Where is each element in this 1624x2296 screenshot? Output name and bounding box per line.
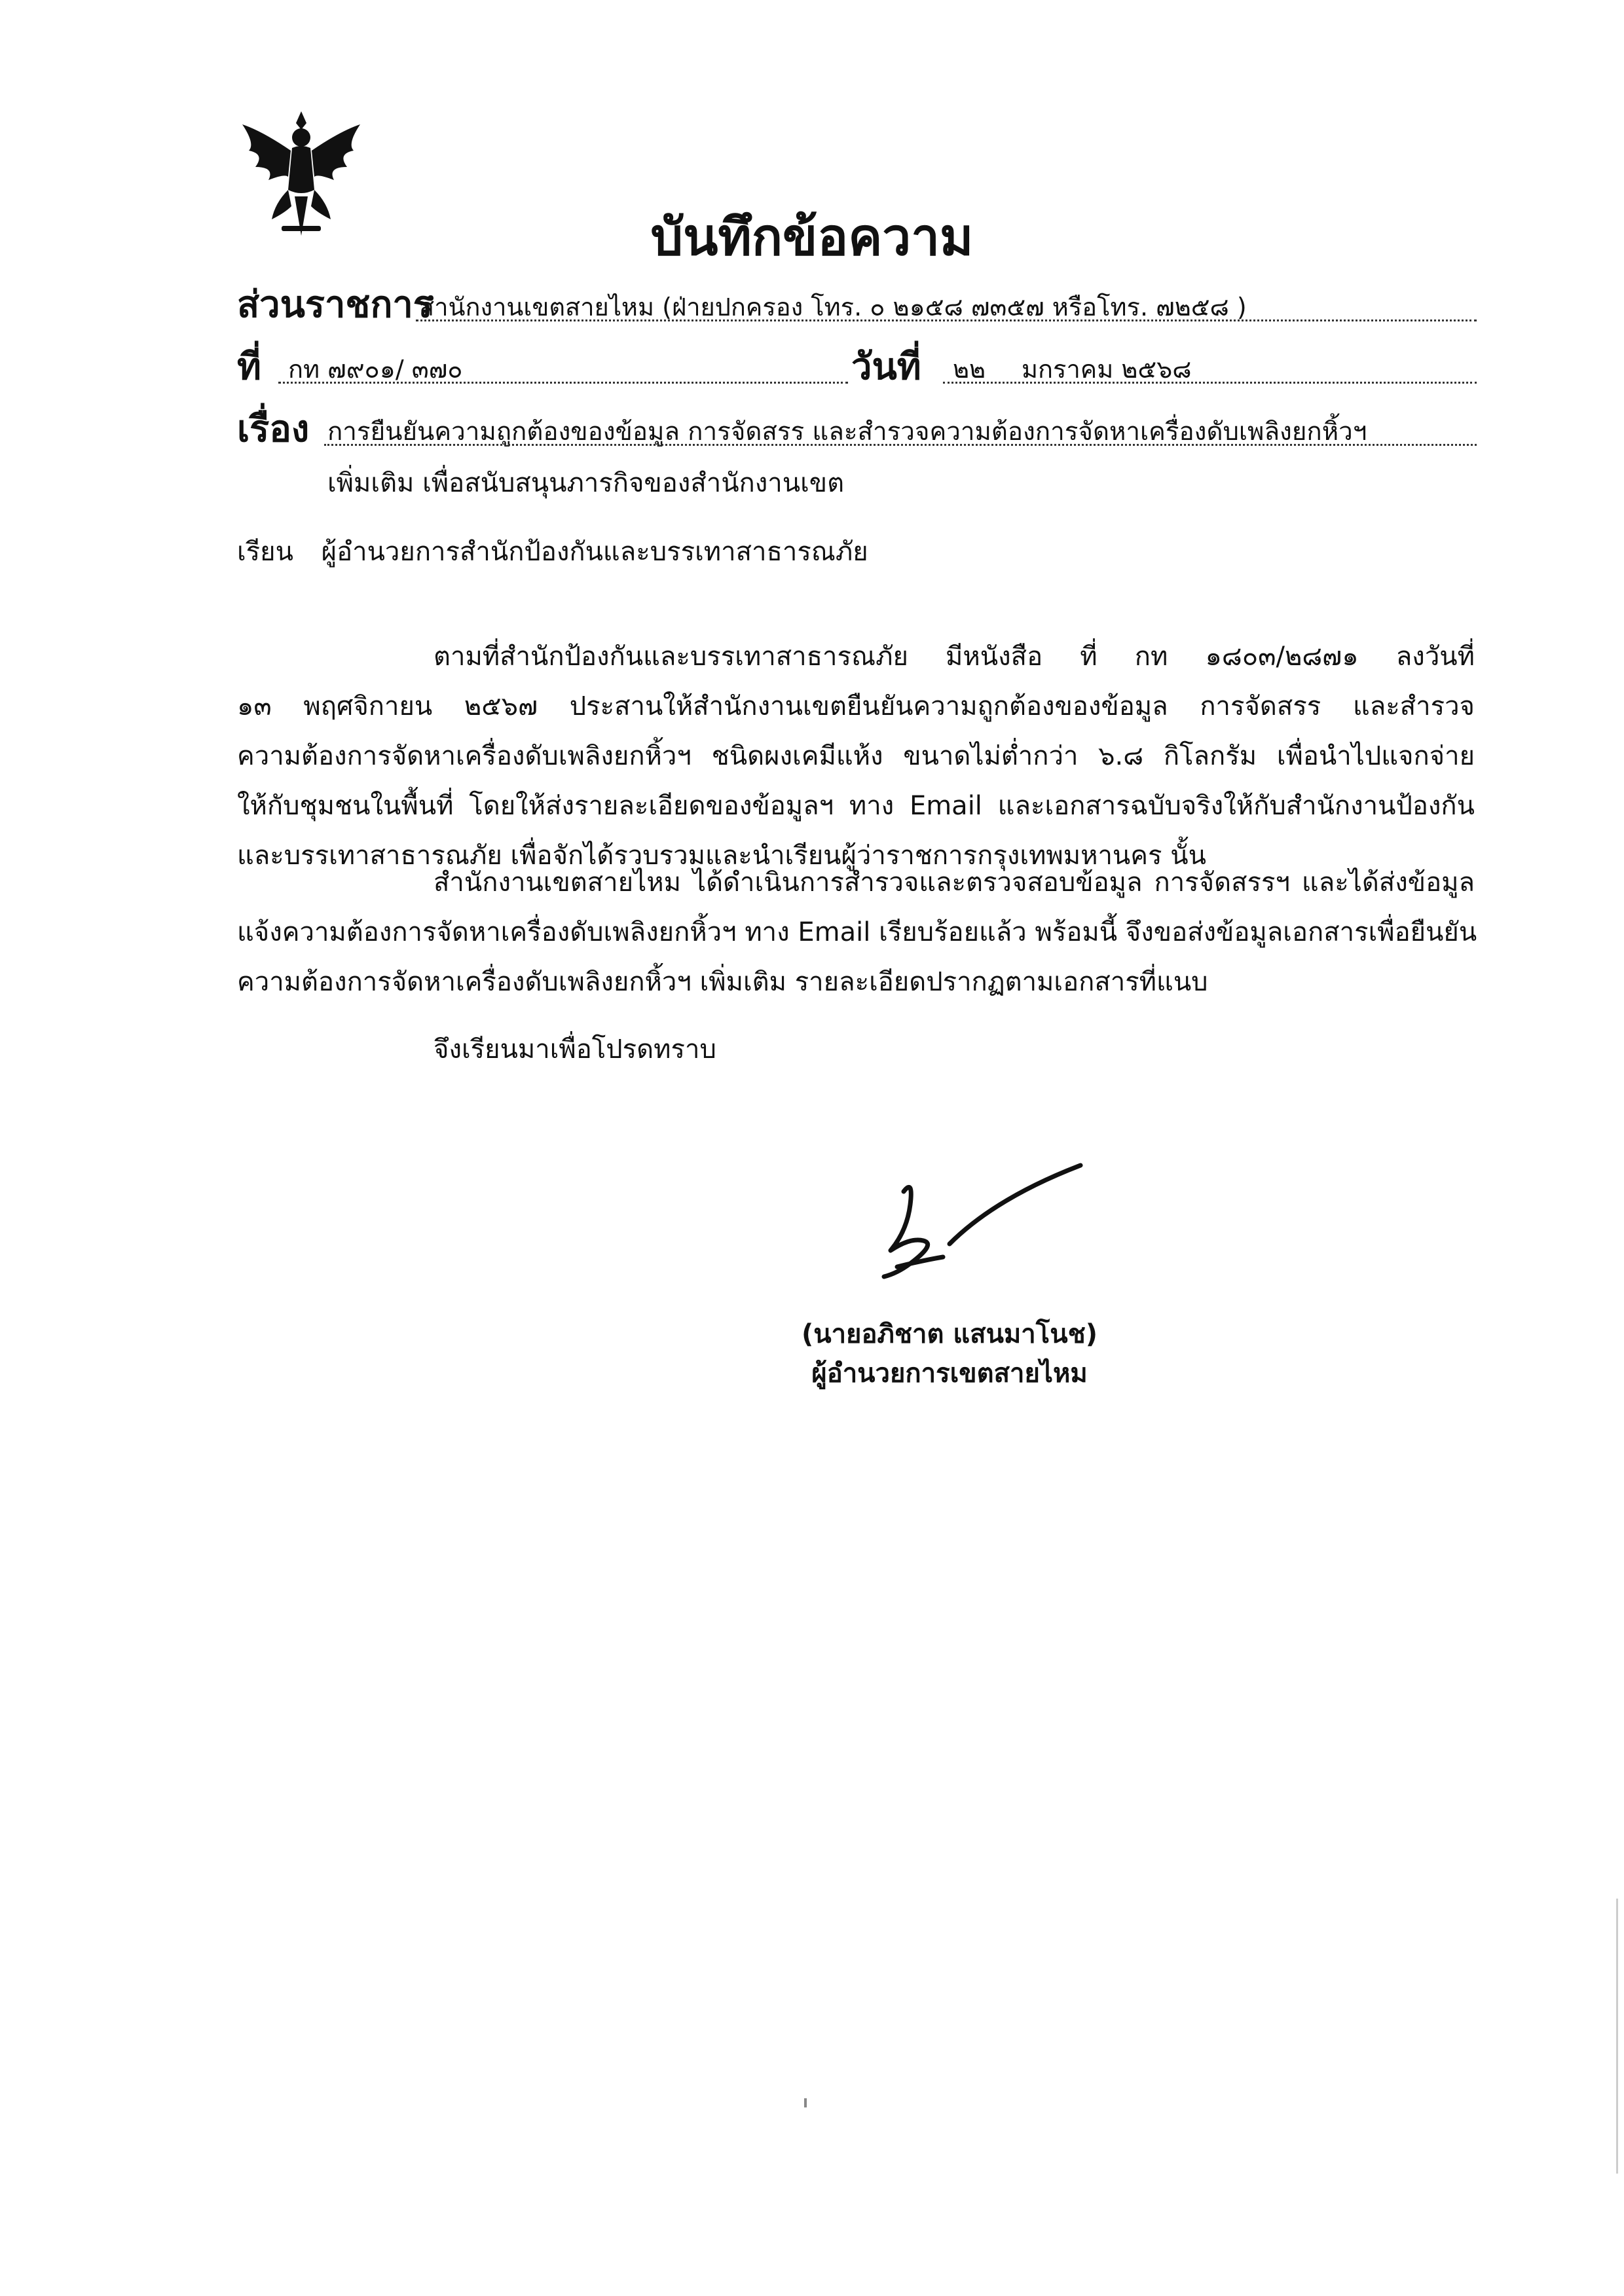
paragraph-2 <box>237 858 1475 1007</box>
subject-dotted-line <box>324 444 1477 446</box>
agency-label: ส่วนราชการ <box>237 283 433 326</box>
salutation-label: เรียน <box>237 537 293 567</box>
agency-value: สำนักงานเขตสายไหม (ฝ่ายปกครอง โทร. ๐ ๒๑๕๘ ๗๓๕๗ หรือโทร. ๗๒๕๘ ) <box>419 293 1247 321</box>
subject-label: เรื่อง <box>237 408 310 450</box>
paragraph-2-line: ความต้องการจัดหาเครื่องดับเพลิงยกหิ้วฯ เพิ่มเติม รายละเอียดปรากฏตามเอกสารที่แนบ <box>237 967 1208 997</box>
date-month-year: มกราคม ๒๕๖๘ <box>1022 355 1192 384</box>
scan-speck <box>804 2098 807 2107</box>
date-label: วันที่ <box>851 346 921 388</box>
agency-dotted-line <box>416 319 1477 321</box>
document-title: บันทึกข้อความ <box>650 208 974 267</box>
ref-value: กท ๗๙๐๑/ ๓๗๐ <box>288 355 463 384</box>
paragraph-2-line: แจ้งความต้องการจัดหาเครื่องดับเพลิงยกหิ้วฯ ทาง Email เรียบร้อยแล้ว พร้อมนี้ จึงขอส่งข้อมูลเอกสารเพื่อยืนยัน <box>237 917 1477 947</box>
salutation <box>237 530 868 572</box>
signer-title: ผู้อำนวยการเขตสายไหม <box>811 1358 1088 1389</box>
ref-label: ที่ <box>237 346 261 388</box>
closing-text: จึงเรียนมาเพื่อโปรดทราบ <box>434 1034 716 1065</box>
paragraph-1-line: ตามที่สำนักป้องกันและบรรเทาสาธารณภัย มีหนังสือ ที่ กท ๑๘๐๓/๒๘๗๑ ลงวันที่ <box>434 642 1475 672</box>
subject-line-1: การยืนยันความถูกต้องของข้อมูล การจัดสรร และสำรวจความต้องการจัดหาเครื่องดับเพลิงยกหิ้วฯ <box>327 417 1367 446</box>
date-day: ๒๒ <box>953 355 986 384</box>
subject-line-2: เพิ่มเติม เพื่อสนับสนุนภารกิจของสำนักงานเขต <box>327 468 845 498</box>
paragraph-1-line: ให้กับชุมชนในพื้นที่ โดยให้ส่งรายละเอียดของข้อมูลฯ ทาง Email และเอกสารฉบับจริงให้กับสำนักงานป้องกัน <box>237 791 1475 821</box>
paragraph-2-line: สำนักงานเขตสายไหม ได้ดำเนินการสำรวจและตรวจสอบข้อมูล การจัดสรรฯ และได้ส่งข้อมูล <box>434 867 1475 898</box>
date-dotted-line <box>943 382 1477 384</box>
signer-name: (นายอภิชาต แสนมาโนช) <box>801 1319 1098 1349</box>
salutation-recipient: ผู้อำนวยการสำนักป้องกันและบรรเทาสาธารณภัย <box>321 537 868 567</box>
paragraph-1-line: ๑๓ พฤศจิกายน ๒๕๖๗ ประสานให้สำนักงานเขตยืนยันความถูกต้องของข้อมูล การจัดสรร และสำรวจ <box>237 691 1475 721</box>
handwritten-signature <box>851 1152 1100 1296</box>
paragraph-1-line: ความต้องการจัดหาเครื่องดับเพลิงยกหิ้วฯ ชนิดผงเคมีแห้ง ขนาดไม่ต่ำกว่า ๖.๘ กิโลกรัม เพื่อนำไปแจกจ่าย <box>237 741 1475 771</box>
scan-edge-mark <box>1616 1899 1618 2174</box>
ref-dotted-line <box>278 382 848 384</box>
paragraph-1 <box>237 632 1475 881</box>
paragraph-1-line: และบรรเทาสาธารณภัย เพื่อจักได้รวบรวมและนำเรียนผู้ว่าราชการกรุงเทพมหานคร นั้น <box>237 841 1206 871</box>
